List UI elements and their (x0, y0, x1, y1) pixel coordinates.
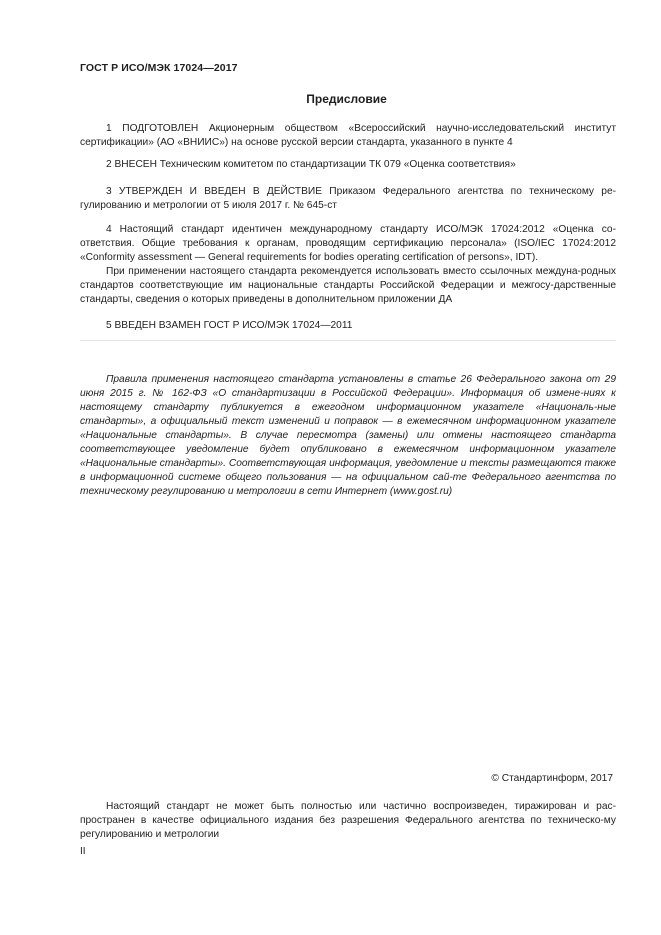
item-4-text: 4 Настоящий стандарт идентичен международному стандарту ИСО/МЭК 17024:2012 «Оценка со-ответствия. Общие требования к органам, проводящим сертификацию персонала» (ISO/IEC 17024:2012 «Conformity assessment — General requirements for bodies operating certification of persons», IDT). (80, 224, 616, 263)
rules-note-block (80, 373, 616, 499)
item-2-block (80, 158, 616, 172)
rules-note-text: Правила применения настоящего стандарта установлены в статье 26 Федерального закона от 29 июня 2015 г. № 162-ФЗ «О стандартизации в Российской Федерации». Информация об измене-ниях к настоящему стандарту публикуется в ежегодном информационном указателе «Националь-ные стандарты», а официальный текст изменений и поправок — в ежемесячном информационном указателе «Национальные стандарты». В случае пересмотра (замены) или отмены настоящего стандарта соответствующее уведомление будет опубликовано в ежемесячном информационном указателе «Национальные стандарты». Соответствующая информация, уведомление и тексты размещаются также в информационной системе общего пользования — на официальном сай-те Федерального агентства по техническому регулированию и метрологии в сети Интернет (www.gost.ru) (80, 374, 616, 497)
item-1-block (80, 122, 616, 150)
reproduction-note-text: Настоящий стандарт не может быть полностью или частично воспроизведен, тиражирован и рас-пространен в качестве официального издания без разрешения Федерального агентства по техническо-му регулированию и метрологии (80, 801, 616, 840)
copyright-line: © Стандартинформ, 2017 (491, 773, 613, 784)
item-4-note-text: При применении настоящего стандарта рекомендуется использовать вместо ссылочных междуна-родных стандартов соответствующие им национальные стандарты Российской Федерации и межгосу-дарственные стандарты, сведения о которых приведены в дополнительном приложении ДА (80, 266, 616, 305)
item-3-block (80, 185, 616, 213)
document-header: ГОСТ Р ИСО/МЭК 17024—2017 (80, 62, 238, 74)
item-5-text: 5 ВВЕДЕН ВЗАМЕН ГОСТ Р ИСО/МЭК 17024—2011 (106, 320, 353, 331)
item-1-text: 1 ПОДГОТОВЛЕН Акционерным обществом «Всероссийский научно-исследовательский институт сертификации» (АО «ВНИИС») на основе русской версии стандарта, указанного в пункте 4 (80, 123, 616, 148)
item-4-block (80, 223, 616, 307)
item-2-text: 2 ВНЕСЕН Техническим комитетом по стандартизации ТК 079 «Оценка соответствия» (106, 159, 516, 170)
page-number: II (80, 846, 86, 857)
item-5-block (80, 319, 616, 333)
item-3-text: 3 УТВЕРЖДЕН И ВВЕДЕН В ДЕЙСТВИЕ Приказом Федерального агентства по техническому ре-гулированию и метрологии от 5 июля 2017 г. № 645-ст (80, 186, 616, 211)
section-divider (80, 340, 616, 341)
page-title: Предисловие (306, 92, 387, 106)
reproduction-note-block (80, 800, 616, 842)
